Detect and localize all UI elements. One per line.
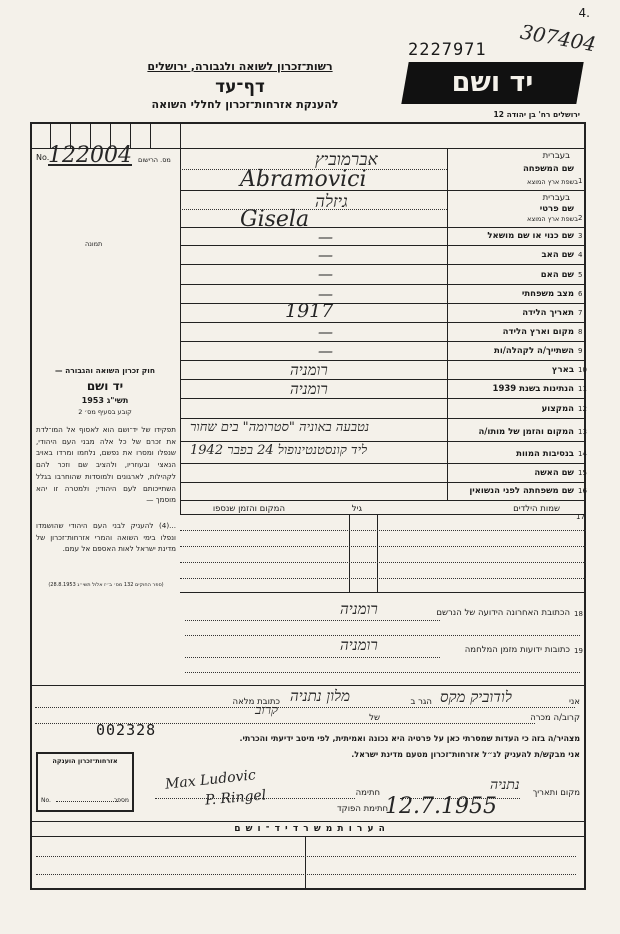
children-col-age: גיל [351,504,362,514]
serial-number: 002328 [96,721,157,739]
law-paragraph-1: תפקידו של יד־ושם הוא לאסוף אל המו־לדת את זכרם של כל אלה מבני העם היהודי, שנפלו ומסרו את נפשם, נלחמו ומרדו באויב הנאצי ובעוזריו, ולהציב שם וזכר להם לקהילות, לארגונים ולמוסדות שהוחרבו בגלל השתייכותם לעם היהודי; ולמטרה זו יהא מוסמך — [36,425,176,505]
field-4-label: שם האב [541,250,574,260]
official-signature: P. Ringel [204,787,267,809]
declarant-full-address-label: כתובת מלאה [232,697,280,707]
field-row-divider [180,398,586,399]
declarant-declaration: מצהיר/ה בזה כי העדות שמסרתי כאן על פרטיה היא נכונה ואמיתית, לפי מיטב ידיעתי והכרתי. [239,734,580,743]
field-18-label: הכתובת האחרונה הידועה של הנרשם [436,608,570,618]
child-row-line [180,578,586,580]
header-subtitle: להענקת אזרחות־זכרון לחללי השואה [151,98,339,111]
field-1-label: שם המשפחה [522,164,574,174]
field-row-divider [180,379,586,380]
field-row-divider [180,264,586,265]
declarant-signature: Max Ludovic [164,767,257,793]
field-row-divider [180,284,586,285]
field-row-divider [180,360,586,361]
field-1-value-latin: Abramovici [240,167,367,192]
field-11-label: הנתינות בשנת 1939 [492,384,574,394]
law-title: חוק זכרון השואה והגבורה — [54,366,156,375]
signature-label: חתימה [355,788,380,798]
record-no-label: No. [36,153,50,162]
field-1-number: 1 [578,177,583,185]
field-18-value: רומניה [340,600,378,618]
field-mid-divider [180,209,447,211]
field-7-label: תאריך הלידה [522,308,574,318]
field-16-number: 16 [578,487,587,495]
field-12-label: המקצוע [541,404,574,414]
field-12-number: 12 [578,405,587,413]
field-8-value: — [318,323,333,341]
declarant-name: לודוביק מקס [440,688,512,706]
child-row-line [180,530,586,532]
field-3-label: שם כנוי או שם מושאל [487,231,574,241]
field-3-number: 3 [578,232,583,240]
field-10-label: בארץ [551,365,574,375]
field-19-number: 19 [574,647,583,655]
header-title: דף־עד [215,77,265,97]
declarant-relation-of: של [369,713,380,723]
law-paragraph-2: ...(4) להעניק לבני העם היהודי שהושמדו ונפלו בימי השואה והמרי אזרחות־זכרון של מדינת ישראל לאות האספם אל עמם. [36,521,176,554]
field-13-label: המקום והזמן של מותו/ה [478,427,574,437]
field-5-label: שם האם [540,270,574,280]
law-section: קובע בסעיף מס׳ 2 [78,408,132,416]
field-2-label: שם פרטי [539,203,574,214]
declarant-address: מלון נתניה [290,687,350,705]
date-value: 12.7.1955 [385,794,497,819]
field-11-value: רומניה [290,380,328,398]
declarant-i-label: אני [569,697,580,707]
field-3-value: — [318,228,333,246]
law-name: יד ושם [86,379,124,393]
field-14-value: ליד קונסטנטינופול 24 בפבר 1942 [190,443,368,458]
field-1-sub-label: בעברית [542,151,570,161]
field-row-divider [180,482,586,483]
field-7-number: 7 [578,309,583,317]
field-row-divider [180,341,586,342]
field-1-sub2-label: בשפת ארץ המוצא [527,178,578,186]
field-15-label: שם האשה [534,468,574,478]
field-6-number: 6 [578,290,583,298]
field-6-label: מצב משפחתי [521,289,574,299]
field-9-number: 9 [578,347,583,355]
field-18-number: 18 [574,610,583,618]
child-row-line [180,546,586,548]
record-reg-label: מס. הרישום [138,156,171,164]
law-ref: (ספר החוקים 132 מס׳ ב״ז אלול תשי״ג 28.8.1953) [48,582,164,588]
field-row-divider [180,245,586,246]
field-9-label: השתייך/ה לקהלה/ות [494,346,574,356]
stamp-box-title: אזרחות־זכרון הוענקה [52,757,118,765]
field-6-value: — [318,285,333,303]
field-4-number: 4 [578,251,583,259]
field-4-value: — [318,246,333,264]
field-2-sub2-label: בשפת ארץ המוצא [527,215,578,223]
field-row-divider [180,322,586,323]
field-14-number: 14 [578,450,587,458]
field-mid-divider [180,169,447,171]
field-5-number: 5 [578,271,583,279]
field-8-number: 8 [578,328,583,336]
field-2-sub-label: בעברית [542,193,570,203]
field-10-value: רומניה [290,361,328,379]
declarant-relation-value: קרוב [255,703,278,718]
field-11-number: 11 [578,385,587,393]
field-8-label: מקום וארץ הלידה [502,327,574,337]
citizenship-stamp-box [36,752,134,812]
field-10-number: 10 [578,366,587,374]
yad-vashem-logo [401,62,583,104]
place-date-value: נתניה [490,777,520,793]
field-2-value-latin: Gisela [240,206,310,232]
field-19-label: כתובות ידועות מזמן המלחמה [464,645,570,655]
field-9-value: — [318,342,333,360]
field-14-label: בנסיבות המוות [516,449,574,459]
photo-label: תמונה [85,240,103,248]
field-17-number: 17 [576,513,585,521]
field-2-number: 2 [578,214,583,222]
field-7-value: 1917 [285,300,334,322]
page-number: 4. [578,6,590,20]
children-col-names: שמות הילדים [513,504,560,514]
field-16-label: שם משפחתה לפני הנשואין [469,486,574,496]
place-date-label: מקום ותאריך [532,788,580,798]
declarant-request: אני מבקש/ת להעניק לנ״ל אזרחות־זכרון מטעם מדינת ישראל. [351,750,580,759]
field-13-value: נטבעה באוניה "סטרומה" בים שחור [190,420,370,435]
notes-title: ה ע ר ו ת מ ש ר ד י ד ־ ו ש ם [234,824,386,834]
field-15-number: 15 [578,469,587,477]
field-row-divider [180,463,586,464]
field-5-value: — [318,265,333,283]
header-address: ירושלים רח' בן יהודה 12 [493,110,580,119]
stamp-number: 2227971 [408,40,487,60]
stamp-box-num-label: מספר [113,797,129,804]
field-2-value-hebrew: גיזלה [315,192,348,212]
official-signature-label: חתימת הפוקד [337,804,388,814]
field-13-number: 13 [578,428,587,436]
child-row-line [180,562,586,564]
field-19-value: רומניה [340,636,378,654]
declarant-resides-label: הגר ב [410,697,432,707]
record-no-value: 122004 [48,143,132,168]
header-authority: רשות־זכרון לשואה ולגבורה, ירושלים [147,60,333,73]
stamp-box-no-label: No. [41,797,51,804]
field-1-value-hebrew: אברמוביץ [315,150,378,170]
field-row-divider [180,303,586,304]
children-col-place: המקום והזמן שנספו [212,504,285,514]
logo-text: יד ושם [451,67,534,98]
law-year: תשי"ג 1953 [81,396,129,405]
handwritten-ref: 307404 [518,19,598,57]
declarant-relation-label: קרוב/ה מכרה [530,713,580,723]
